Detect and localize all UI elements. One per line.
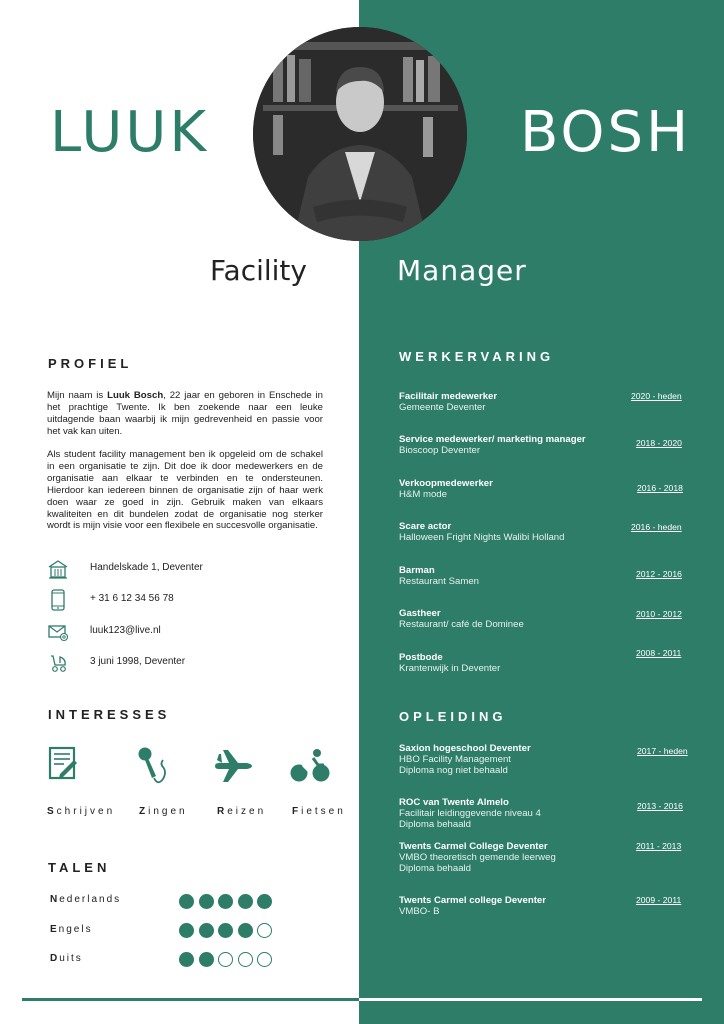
microphone-icon bbox=[136, 746, 170, 786]
education-title: Twents Carmel college Deventer bbox=[399, 895, 546, 906]
house-icon bbox=[47, 558, 69, 580]
airplane-icon bbox=[213, 748, 253, 784]
education-line: Diploma behaald bbox=[399, 819, 471, 830]
interest-label-travel: Reizen bbox=[217, 806, 267, 817]
rating-dot-filled bbox=[218, 894, 233, 909]
rating-dot-filled bbox=[199, 952, 214, 967]
mail-icon bbox=[47, 621, 69, 643]
rating-dot-filled bbox=[218, 923, 233, 938]
experience-date: 2016 - 2018 bbox=[637, 483, 683, 493]
language-rating-dutch bbox=[179, 894, 279, 910]
education-title: ROC van Twente Almelo bbox=[399, 797, 509, 808]
language-rating-german bbox=[179, 952, 279, 968]
rating-dot-empty bbox=[257, 952, 272, 967]
experience-company: Restaurant Samen bbox=[399, 576, 479, 587]
profile-paragraph-1 bbox=[47, 390, 323, 438]
experience-company: Bioscoop Deventer bbox=[399, 445, 481, 456]
experience-date: 2018 - 2020 bbox=[636, 438, 682, 448]
rating-dot-filled bbox=[179, 894, 194, 909]
writing-icon bbox=[48, 746, 78, 782]
experience-company: Restaurant/ café de Dominee bbox=[399, 619, 524, 630]
birth-text: 3 juni 1998, Deventer bbox=[90, 656, 186, 667]
experience-date: 2008 - 2011 bbox=[636, 648, 682, 658]
contact-phone bbox=[47, 589, 327, 611]
rating-dot-empty bbox=[238, 952, 253, 967]
job-title-right: Manager bbox=[397, 254, 527, 287]
experience-title: Verkoopmedewerker bbox=[399, 478, 493, 489]
language-label-english: Engels bbox=[50, 924, 93, 935]
rating-dot-filled bbox=[238, 923, 253, 938]
experience-title: Service medewerker/ marketing manager bbox=[399, 434, 586, 445]
bottom-divider-left bbox=[22, 998, 359, 1001]
first-name: LUUK bbox=[50, 100, 210, 165]
interest-label-writing: Schrijven bbox=[47, 806, 116, 817]
profile-paragraph-2: Als student facility management ben ik opgeleid om de schakel in een organisatie te zijn. Dit doe ik door medewerkers en de organisatie aan elkaar te verbinden en te ondersteunen. Hierdoor kan iedereen binnen de organisatie zijn of haar werk doen waar ze goed in zijn. Gebruik maken van elkaars kwaliteiten en dit bundelen zodat de organisatie nog sterker wordt is mijn visie voor een flexibele en succesvolle organisatie. bbox=[47, 449, 323, 532]
contact-address bbox=[47, 558, 327, 580]
education-line: Diploma nog niet behaald bbox=[399, 765, 508, 776]
experience-company: Gemeente Deventer bbox=[399, 402, 486, 413]
education-heading: OPLEIDING bbox=[399, 709, 507, 724]
profile-intro-rest: , 22 jaar en geboren in Enschede in het prachtige Twente. Ik ben zoekende naar een leuke uitdagende baan waarbij ik mijn gedrevenheid en passie voor het vak kan uiten. bbox=[47, 390, 323, 437]
profile-intro: Mijn naam is bbox=[47, 390, 108, 401]
education-date: 2017 - heden bbox=[637, 746, 688, 756]
rating-dot-filled bbox=[199, 923, 214, 938]
job-title-left: Facility bbox=[210, 254, 307, 287]
experience-title: Gastheer bbox=[399, 608, 441, 619]
education-line: HBO Facility Management bbox=[399, 754, 511, 765]
phone-text: + 31 6 12 34 56 78 bbox=[90, 593, 174, 604]
experience-company: Halloween Fright Nights Walibi Holland bbox=[399, 532, 565, 543]
experience-title: Barman bbox=[399, 565, 435, 576]
rating-dot-empty bbox=[218, 952, 233, 967]
profile-photo bbox=[253, 27, 467, 241]
stroller-icon bbox=[47, 652, 69, 674]
languages-heading: TALEN bbox=[48, 860, 111, 875]
education-line: Diploma behaald bbox=[399, 863, 471, 874]
cycling-icon bbox=[290, 748, 330, 784]
language-label-german: Duits bbox=[50, 953, 83, 964]
rating-dot-filled bbox=[179, 952, 194, 967]
experience-heading: WERKERVARING bbox=[399, 349, 555, 364]
email-text: luuk123@live.nl bbox=[90, 625, 161, 636]
education-date: 2011 - 2013 bbox=[636, 841, 682, 851]
experience-title: Postbode bbox=[399, 652, 443, 663]
last-name: BOSH bbox=[520, 100, 692, 165]
experience-title: Scare actor bbox=[399, 521, 452, 532]
rating-dot-filled bbox=[238, 894, 253, 909]
experience-title: Facilitair medewerker bbox=[399, 391, 498, 402]
rating-dot-filled bbox=[179, 923, 194, 938]
contact-birth bbox=[47, 652, 327, 674]
language-rating-english bbox=[179, 923, 279, 939]
rating-dot-filled bbox=[257, 894, 272, 909]
interest-label-cycling: Fietsen bbox=[292, 806, 346, 817]
experience-company: H&M mode bbox=[399, 489, 447, 500]
experience-company: Krantenwijk in Deventer bbox=[399, 663, 501, 674]
interest-label-singing: Zingen bbox=[139, 806, 188, 817]
rating-dot-empty bbox=[257, 923, 272, 938]
phone-icon bbox=[47, 589, 69, 611]
education-line: VMBO- B bbox=[399, 906, 440, 917]
education-date: 2013 - 2016 bbox=[637, 801, 683, 811]
rating-dot-filled bbox=[199, 894, 214, 909]
contact-email bbox=[47, 621, 327, 643]
profile-name: Luuk Bosch bbox=[107, 390, 164, 401]
language-label-dutch: Nederlands bbox=[50, 894, 122, 905]
education-line: VMBO theoretisch gemende leerweg bbox=[399, 852, 556, 863]
experience-date: 2010 - 2012 bbox=[636, 609, 682, 619]
education-title: Saxion hogeschool Deventer bbox=[399, 743, 531, 754]
education-title: Twents Carmel College Deventer bbox=[399, 841, 548, 852]
profile-heading: PROFIEL bbox=[48, 356, 133, 371]
education-date: 2009 - 2011 bbox=[636, 895, 682, 905]
bottom-divider-right bbox=[359, 998, 702, 1001]
interests-heading: INTERESSES bbox=[48, 707, 171, 722]
address-text: Handelskade 1, Deventer bbox=[90, 562, 203, 573]
experience-date: 2016 - heden bbox=[631, 522, 682, 532]
education-line: Facilitair leidinggevende niveau 4 bbox=[399, 808, 541, 819]
experience-date: 2012 - 2016 bbox=[636, 569, 682, 579]
experience-date: 2020 - heden bbox=[631, 391, 682, 401]
